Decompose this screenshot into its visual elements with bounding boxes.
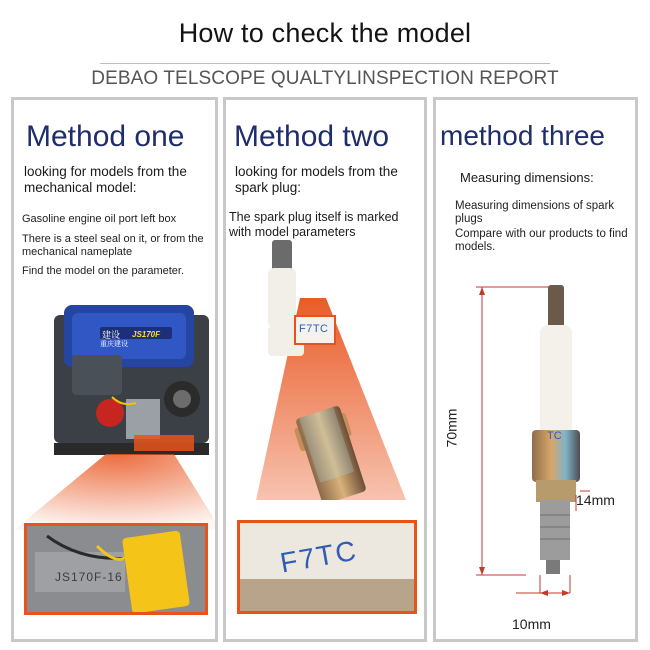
report-subtitle: DEBAO TELSCOPE QUALTYLINSPECTION REPORT: [91, 68, 559, 89]
method-two-heading: Method two: [234, 120, 390, 153]
plug-mark-zoom: [237, 520, 417, 614]
engine-brand-sub: 重庆建设: [100, 341, 128, 348]
spark-plug-image: [256, 240, 406, 500]
width-dimension-label: 14mm: [576, 492, 615, 508]
page-title: How to check the model: [178, 18, 472, 48]
method-one-lead: looking for models from the mechanical model:: [24, 164, 187, 195]
method-one-panel: [11, 97, 218, 642]
height-dimension-label: 70mm: [443, 408, 460, 448]
engine-brand-mark: 建设: [102, 330, 121, 340]
engine-image: [42, 295, 218, 475]
method-three-note-dimensions: Measuring dimensions of spark plugs: [455, 200, 615, 225]
method-one-note-oil-port: Gasoline engine oil port left box: [22, 213, 177, 225]
thread-dimension-label: 10mm: [512, 616, 551, 632]
method-three-heading: method three: [440, 120, 605, 151]
method-three-panel: [433, 97, 638, 642]
plug-mark-text: F7TC: [299, 323, 329, 335]
highlight-beam: [14, 450, 218, 530]
title-divider: [100, 63, 550, 64]
method-three-lead: Measuring dimensions:: [460, 170, 594, 185]
engine-model-label: JS170F: [132, 330, 161, 339]
method-two-lead: looking for models from the spark plug:: [235, 164, 398, 195]
plug-mark-frame: [294, 315, 336, 345]
method-one-heading: Method one: [26, 120, 185, 153]
plug-mark-zoom-metal: [240, 579, 417, 613]
method-two-panel: [223, 97, 427, 642]
plug-mark-zoom-text: F7TC: [277, 534, 361, 579]
dimension-plug-mark: TC: [547, 430, 562, 442]
method-one-note-parameter: Find the model on the parameter.: [22, 265, 185, 277]
dimension-plug-image: [466, 275, 636, 625]
method-two-note: The spark plug itself is marked with model parameters: [229, 210, 399, 239]
method-three-note-compare: Compare with our products to find models.: [455, 228, 628, 253]
nameplate-text: JS170F-16: [55, 570, 123, 584]
nameplate-zoom: [24, 523, 208, 615]
method-one-note-steel-seal: There is a steel seal on it, or from the mechanical nameplate: [22, 233, 204, 258]
